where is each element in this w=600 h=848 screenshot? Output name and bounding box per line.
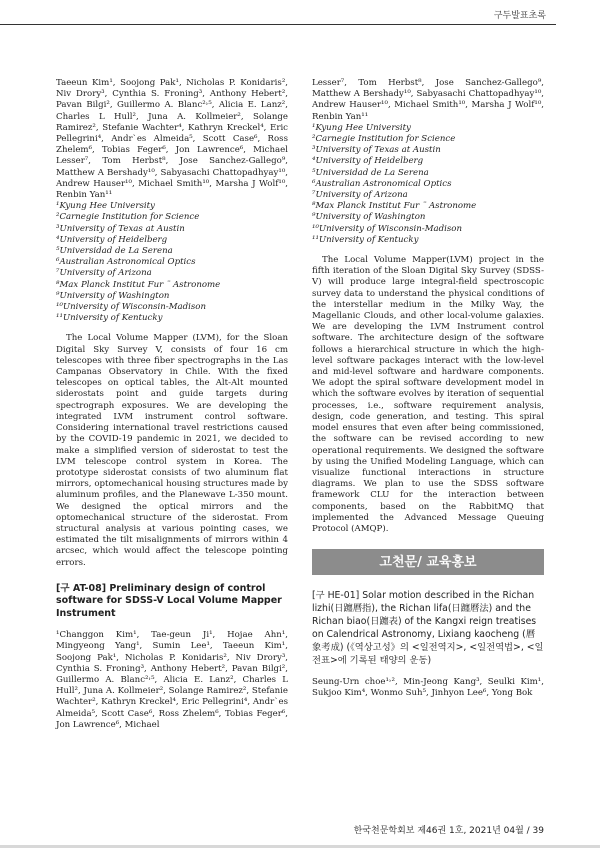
affiliation-list (312, 123, 544, 246)
author-list: ¹Changgon Kim¹, Tae-geun Ji¹, Hojae Ahn¹, Mingyeong Yang¹, Sumin Lee¹, Taeeun Kim¹, Soojong Pak¹, Nicholas P. Konidaris², Niv Drory³, Cynthia S. Froning³, Anthony Hebert², Pavan Bilgi², Guillermo A. Blanc²˒⁵, Alicia E. Lanz², Charles L Hull², Juna A. Kollmeier², Solange Ramirez², Stefanie Wachter², Kathryn Kreckel⁴, Eric Pellegrini⁴, Andr`es Almeida⁵, Scott Case⁶, Ross Zhelem⁶, Tobias Feger⁶, Jon Lawrence⁶, Michael (56, 630, 288, 730)
page-footer: 한국천문학회보 제46권 1호, 2021년 04월 / 39 (353, 826, 544, 836)
affiliation: ¹¹University of Kentucky (312, 234, 419, 245)
affiliation: ¹Kyung Hee University (56, 201, 155, 212)
affiliation: ³University of Texas at Austin (56, 223, 185, 234)
affiliation: ²Carnegie Institution for Science (312, 134, 456, 145)
section-banner: 고천문/ 교육홍보 (312, 549, 544, 575)
affiliation: ⁷University of Arizona (56, 268, 152, 279)
affiliation: ⁸Max Planck Institut Fur ¨ Astronome (56, 279, 221, 290)
affiliation: ⁷University of Arizona (312, 190, 408, 201)
affiliation: ⁴University of Heidelberg (312, 156, 424, 167)
left-column (56, 78, 288, 731)
affiliation: ⁹University of Washington (312, 212, 426, 223)
affiliation: ⁵Universidad de La Serena (56, 246, 173, 257)
author-list: Seung-Urn choe¹˒², Min-Jeong Kang³, Seulki Kim¹, Sukjoo Kim⁴, Wonmo Suh⁵, Jinhyon Lee⁶, Yong Bok (312, 677, 544, 699)
affiliation: ⁶Australian Astronomical Optics (312, 178, 452, 189)
affiliation: ²Carnegie Institution for Science (56, 212, 200, 223)
header-divider (0, 24, 556, 25)
section-label: 구두발표초록 (493, 11, 546, 21)
abstract-title: [구 HE-01] Solar motion described in the Richan lizhi(日躔曆指), the Richan lifa(日躔曆法) and the Richan biao(日躔表) of the Kangxi reign treatises on Calendrical Astronomy, Lixiang kaocheng (曆象考成) (《역상고성》의 <일전역지>, <일전역법>, <일전표>에 기록된 태양의 운동) (312, 590, 544, 667)
affiliation: ¹¹University of Kentucky (56, 313, 163, 324)
affiliation: ⁹University of Washington (56, 290, 170, 301)
affiliation: ⁶Australian Astronomical Optics (56, 257, 196, 268)
author-list: Lesser⁷, Tom Herbst⁸, Jose Sanchez-Gallego⁹, Matthew A Bershady¹⁰, Sabyasachi Chattopadhyay¹⁰, Andrew Hauser¹⁰, Michael Smith¹⁰, Marsha J Wolf¹⁰, Renbin Yan¹¹ (312, 78, 544, 122)
affiliation: ¹⁰University of Wisconsin-Madison (312, 223, 463, 234)
author-list: Taeeun Kim¹, Soojong Pak¹, Nicholas P. Konidaris², Niv Drory³, Cynthia S. Froning³, Anthony Hebert², Pavan Bilgi², Guillermo A. Blanc²˒⁵, Alicia E. Lanz², Charles L Hull², Juna A. Kollmeier², Solange Ramirez², Stefanie Wachter⁴, Kathryn Kreckel⁴, Eric Pellegrini⁴, Andr`es Almeida⁵, Scott Case⁶, Ross Zhelem⁶, Tobias Feger⁶, Jon Lawrence⁶, Michael Lesser⁷, Tom Herbst⁸, Jose Sanchez-Gallego⁹, Matthew A Bershady¹⁰, Sabyasachi Chattopadhyay¹⁰, Andrew Hauser¹⁰, Michael Smith¹⁰, Marsha J Wolf¹⁰, Renbin Yan¹¹ (56, 78, 288, 201)
affiliation: ⁵Universidad de La Serena (312, 167, 429, 178)
affiliation: ¹Kyung Hee University (312, 122, 411, 133)
right-column (312, 78, 544, 700)
affiliation: ⁸Max Planck Institut Fur ¨ Astronome (312, 201, 477, 212)
abstract-title: [구 AT-08] Preliminary design of control software for SDSS-V Local Volume Mapper Instrument (56, 582, 282, 619)
affiliation: ³University of Texas at Austin (312, 145, 441, 156)
abstract-text: The Local Volume Mapper (LVM), for the Sloan Digital Sky Survey V, consists of four 16 cm telescopes with three fiber spectrographs in the Las Campanas Observatory in Chile. With the fixed telescopes on optical tables, the Alt-Alt mounted siderostats point and guide targets during spectrograph exposures. We are developing the integrated LVM instrument control software. Considering international travel restrictions caused by the COVID-19 pandemic in 2021, we decided to make a simplified version of siderostat to test the LVM telescope control system in Korea. The prototype siderostat consists of two aluminum flat mirrors, optomechanical housing structures made by aluminum profiles, and the Planewave L-350 mount. We designed the optical mirrors and the optomechanical structure of the siderostat. From structural analysis at various pointing cases, we estimated the tilt misalignments of mirrors within 4 arcsec, which would affect the telescope pointing errors. (56, 333, 288, 568)
affiliation: ⁴University of Heidelberg (56, 234, 168, 245)
affiliation-list (56, 201, 288, 324)
affiliation: ¹⁰University of Wisconsin-Madison (56, 302, 207, 313)
abstract-text: The Local Volume Mapper(LVM) project in the fifth iteration of the Sloan Digital Sky Survey (SDSS-V) will produce large integral-field spectroscopic survey data to understand the physical conditions of the interstellar medium in the Milky Way, the Magellanic Clouds, and other local-volume galaxies. We are developing the LVM Instrument control software. The architecture design of the software follows a hierarchical structure in which the high-level software packages interact with the low-level and mid-level software and hardware components. We adopt the spiral software development model in which the software evolves by iteration of sequential processes, i.e., software requirement analysis, design, code generation, and testing. This spiral model ensures that even after being commissioned, the software can be revised according to new operational requirements. We designed the software by using the Unified Modeling Language, which can visualize functional interactions in structure diagrams. We plan to use the SDSS software framework CLU for the interaction between components, based on the RabbitMQ that implemented the Advanced Message Queuing Protocol (AMQP). (312, 255, 544, 534)
